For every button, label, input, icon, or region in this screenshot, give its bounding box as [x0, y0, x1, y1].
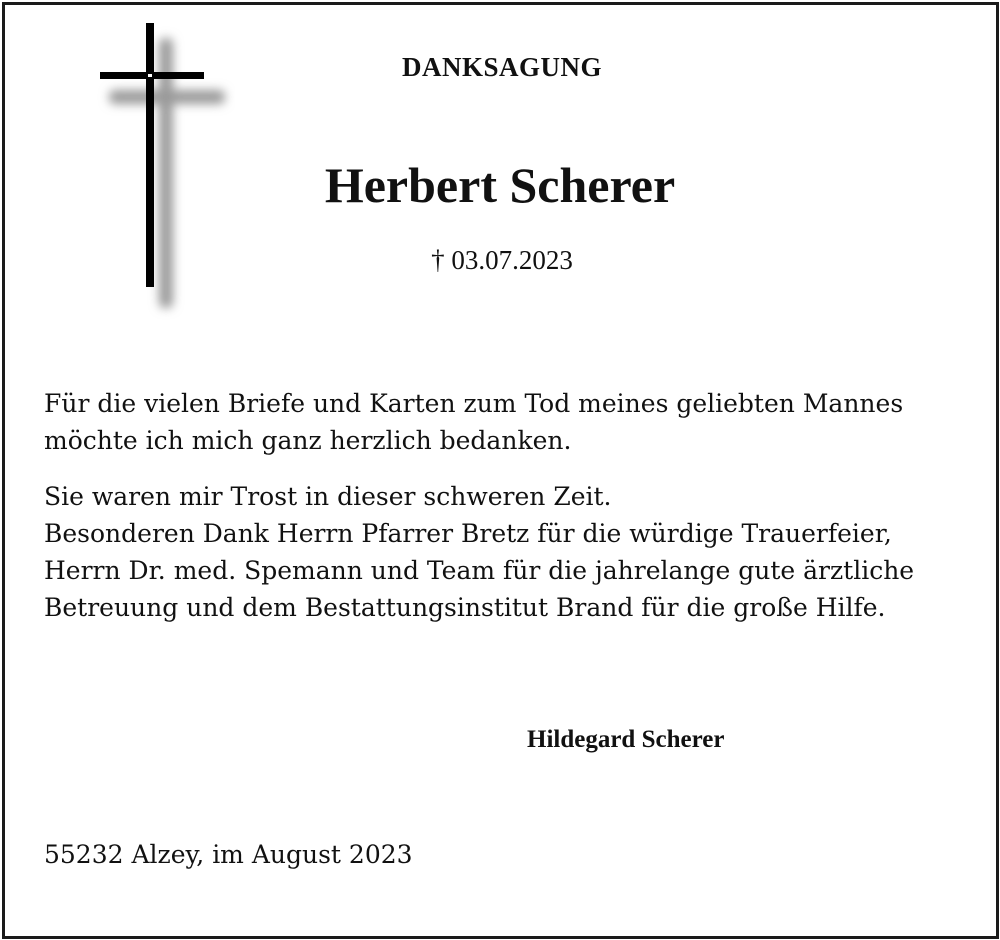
death-date: † 03.07.2023: [431, 245, 573, 275]
paragraph-line: möchte ich mich ganz herzlich bedanken.: [44, 426, 572, 455]
signature: Hildegard Scherer: [527, 726, 725, 753]
paragraph-line: Sie waren mir Trost in dieser schweren Zeit.: [44, 482, 612, 511]
deceased-name: Herbert Scherer: [324, 157, 676, 213]
paragraph-line: Besonderen Dank Herrn Pfarrer Bretz für die würdige Trauerfeier,: [44, 519, 892, 548]
notice-heading: DANKSAGUNG: [401, 52, 602, 82]
place-and-date: 55232 Alzey, im August 2023: [44, 840, 413, 869]
thanks-paragraph-1: [44, 385, 944, 459]
paragraph-line: Für die vielen Briefe und Karten zum Tod meines geliebten Mannes: [44, 389, 904, 418]
paragraph-line: Herrn Dr. med. Spemann und Team für die jahrelange gute ärztliche: [44, 556, 915, 585]
thanks-paragraph-2: [44, 478, 944, 626]
paragraph-line: Betreuung und dem Bestattungsinstitut Brand für die große Hilfe.: [44, 593, 886, 622]
